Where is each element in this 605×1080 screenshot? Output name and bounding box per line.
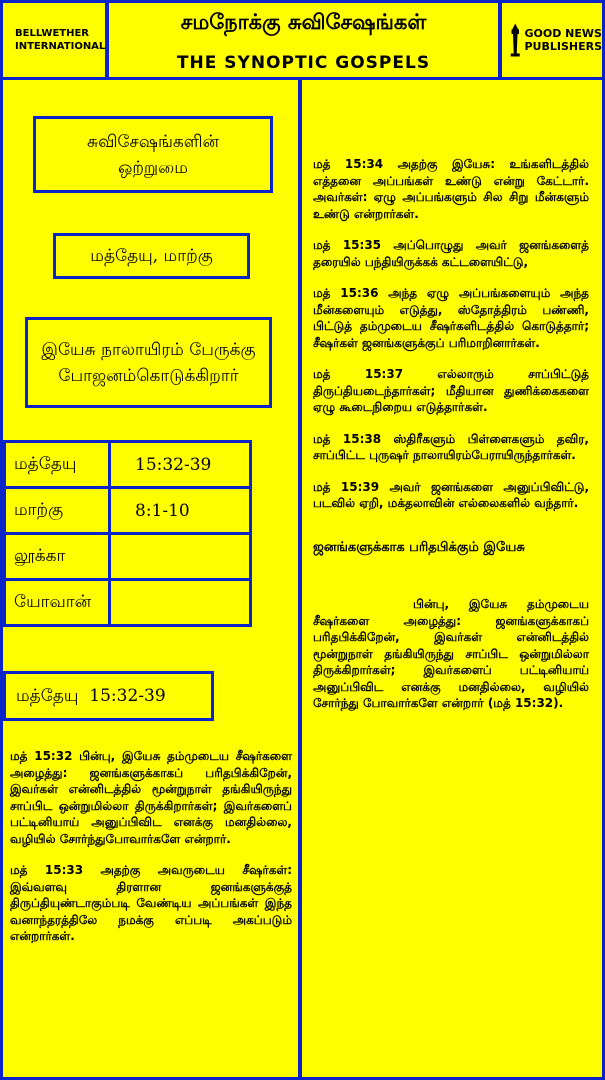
book-name: யோவான் <box>5 580 110 626</box>
passage-label: மத்தேயு 15:32-39 <box>16 686 166 706</box>
book-reference: 15:32-39 <box>110 442 251 488</box>
event-title-box <box>25 317 272 408</box>
passage-box <box>3 671 214 721</box>
verse-paragraph: மத் 15:39 அவர் ஜனங்களை அனுப்பிவிட்டு, படவில் ஏறி, மக்தலாவின் எல்லைகளில் வந்தார். <box>313 479 589 510</box>
table-row <box>5 442 251 488</box>
book-reference <box>110 580 251 626</box>
commentary-body: பின்பு, இயேசு தம்முடைய சீஷர்களை அழைத்து: ஜனங்களுக்காகப் பரிதபிக்கிறேன், இவர்கள் என்னிடத்தில் மூன்றுநாள் தங்கியிருந்து சாப்பிட ஒன்றுமில்லா திருக்கிறார்கள்; இவர்களைப் பட்டினியாய் அனுப்பிவிட எனக்கு மனதில்லை, வழியில் சோர்ந்து போவார்களே என்றார் (மத் 15:32). <box>313 597 589 710</box>
gospel-reference-table <box>3 440 252 627</box>
verse-paragraph: மத் 15:37 எல்லாரும் சாப்பிட்டுத் திருப்தியடைந்தார்கள்; மீதியான துணிக்கைகளை ஏழு கூடைநிறைய எடுத்தார்கள். <box>313 367 589 414</box>
book-reference <box>110 534 251 580</box>
verse-paragraph: மத் 15:32 பின்பு, இயேசு தம்முடைய சீஷர்களை அழைத்து: ஜனங்களுக்காகப் பரிதபிக்கிறேன், இவர்கள் என்னிடத்தில் மூன்றுநாள் தங்கியிருந்து சாப்பிட ஒன்றுமில்லா திருக்கிறார்கள்; இவர்களைப் பட்டினியாய் அனுப்பிவிட எனக்கு மனதில்லை, வழியில் சோர்ந்துபோவார்களே என்றார். <box>10 749 292 846</box>
verse-paragraph: மத் 15:38 ஸ்திரீகளும் பிள்ளைகளும் தவிர, சாப்பிட்ட புருஷர் நாலாயிரம்பேராயிருந்தார்கள். <box>313 431 589 462</box>
logo-left-line2: INTERNATIONAL <box>15 41 106 52</box>
book-name: லூக்கா <box>5 534 110 580</box>
book-name: மத்தேயு <box>5 442 110 488</box>
table-row <box>5 580 251 626</box>
book-name: மாற்கு <box>5 488 110 534</box>
column-divider <box>298 80 302 1080</box>
book-reference: 8:1-10 <box>110 488 251 534</box>
verse-paragraph: மத் 15:33 அதற்கு அவருடைய சீஷர்கள்: இவ்வளவு திரளான ஜனங்களுக்குத் திருப்தியுண்டாகும்படி வேண்டிய அப்பங்கள் இந்த வனாந்தரத்திலே நமக்கு எப்படி அகப்படும் என்றார்கள். <box>10 863 292 943</box>
left-verses <box>10 748 292 945</box>
verse-paragraph: மத் 15:35 அப்பொழுது அவர் ஜனங்களைத் தரையில் பந்தியிருக்கக் கட்டளையிட்டு, <box>313 238 589 269</box>
page-title-english: THE SYNOPTIC GOSPELS <box>176 53 431 73</box>
books-label: மத்தேயு, மாற்கு <box>90 246 213 266</box>
logo-right-line2: PUBLISHERS <box>524 40 602 53</box>
books-box <box>53 233 250 279</box>
table-row <box>5 534 251 580</box>
page-title-tamil: சமநோக்கு சுவிசேஷங்கள் <box>180 9 427 34</box>
good-news-logo <box>498 3 602 77</box>
torch-icon <box>510 18 520 62</box>
logo-left-line1: BELLWETHER <box>15 28 90 39</box>
verse-paragraph: மத் 15:36 அந்த ஏழு அப்பங்களையும் அந்த மீன்களையும் எடுத்து, ஸ்தோத்திரம் பண்ணி, பிட்டுத் தம்முடைய சீஷர்களிடத்தில் கொடுத்தார்; சீஷர்கள் ஜனங்களுக்குப் பரிமாறினார்கள். <box>313 286 589 350</box>
right-verses <box>313 156 589 712</box>
table-row <box>5 488 251 534</box>
commentary-heading: ஜனங்களுக்காக பரிதபிக்கும் இயேசு <box>313 539 525 555</box>
event-title: இயேசு நாலாயிரம் பேருக்கு போஜனம்கொடுக்கிறார் <box>41 339 256 386</box>
topic-box <box>33 116 273 193</box>
page-header <box>0 0 605 80</box>
logo-right-line1: GOOD NEWS <box>524 27 602 40</box>
verse-paragraph: மத் 15:34 அதற்கு இயேசு: உங்களிடத்தில் எத்தனை அப்பங்கள் உண்டு என்று கேட்டார். அவர்கள்: ஏழு அப்பங்களும் சில சிறு மீன்களும் உண்டு என்றார்கள். <box>313 157 589 221</box>
topic-label: சுவிசேஷங்களின் ஒற்றுமை <box>87 131 219 178</box>
bellwether-logo <box>3 3 109 77</box>
